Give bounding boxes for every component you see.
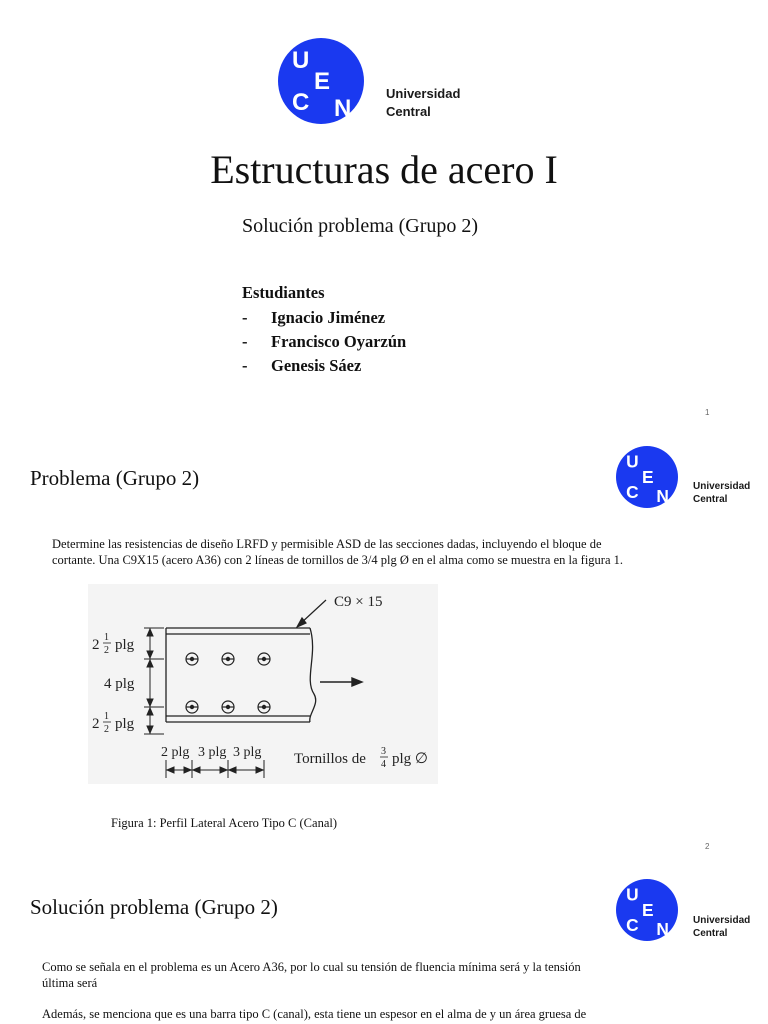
figure-caption: Figura 1: Perfil Lateral Acero Tipo C (Canal) [111,816,338,830]
logo-letter-n: N [334,95,352,122]
bolt-icon [222,701,234,713]
logo-letter-c: C [626,914,639,935]
dim-top-frac-den: 2 [104,645,109,656]
dim-bot-frac-num: 1 [104,711,109,722]
solution-paragraph-1 [42,959,742,991]
solution-line: Como se señala en el problema es un Acero A36, por lo cual su tensión de fluencia mínima será y la tensión [42,960,581,974]
bullet: - [242,308,248,327]
dim-top-frac-num: 1 [104,632,109,643]
logo-letter-u: U [626,451,639,472]
dim-bot-frac-den: 2 [104,724,109,735]
bolt-icon [186,701,198,713]
bolts-label-prefix: Tornillos de [294,751,366,767]
logo-text-line1: Universidad [693,481,751,492]
student-item [242,330,406,354]
bolt-group [186,653,270,713]
logo-letter-n: N [656,919,669,940]
logo-text-line1: Universidad [386,86,461,101]
logo-letter-e: E [641,466,654,487]
section-label: C9 × 15 [334,594,383,610]
channel-diagram [88,584,438,784]
vertical-dimension [144,628,164,734]
bullet: - [242,356,248,375]
page-number: 1 [705,408,710,417]
slide-1-subtitle: Solución problema (Grupo 2) [242,215,479,237]
figure-1 [88,584,438,784]
university-logo [278,38,478,124]
student-name: Genesis Sáez [271,356,362,375]
dim-top-whole: 2 [92,637,100,653]
solution-line: última será [42,976,98,990]
university-logo-small [616,446,766,510]
horizontal-dimension [166,760,264,778]
page-number: 2 [705,842,710,851]
dim-bot-whole: 2 [92,716,100,732]
ucen-logo-icon [616,879,678,941]
student-list [242,306,406,378]
logo-letter-c: C [626,481,639,502]
problem-statement [52,536,732,568]
logo-letter-e: E [314,68,331,95]
load-arrow-icon [320,678,362,686]
student-item [242,354,406,378]
logo-text-line2: Central [386,104,431,119]
university-logo-small [616,879,766,943]
problem-line-2: cortante. Una C9X15 (acero A36) con 2 líneas de tornillos de 3/4 plg Ø en el alma como se muestra en la figura 1. [52,553,624,567]
logo-text-line2: Central [693,928,728,939]
slide-2-title: Problema (Grupo 2) [30,466,200,490]
ucen-logo-icon [278,38,364,124]
dim-top-unit: plg [115,637,135,653]
section-label-leader [297,600,326,627]
student-name: Francisco Oyarzún [271,332,407,351]
spacing-label: 2 plg [161,745,190,760]
bullet: - [242,332,248,351]
logo-text-line1: Universidad [693,915,751,926]
bolts-frac-den: 4 [381,759,386,770]
student-name: Ignacio Jiménez [271,308,386,327]
logo-letter-n: N [656,486,669,507]
solution-line: Además, se menciona que es una barra tipo C (canal), esta tiene un espesor en el alma de y un área gruesa de [42,1007,587,1021]
dim-mid: 4 plg [104,676,135,692]
dim-bot-unit: plg [115,716,135,732]
students-heading: Estudiantes [242,283,325,302]
logo-text-line2: Central [693,494,728,505]
solution-paragraph-2 [42,1006,742,1022]
problem-line-1: Determine las resistencias de diseño LRFD y permisible ASD de las secciones dadas, incluyendo el bloque de [52,537,602,551]
logo-letter-u: U [292,47,310,74]
bolt-icon [258,653,270,665]
bolt-icon [222,653,234,665]
bolt-icon [258,701,270,713]
bolts-label-suffix: plg ∅ [392,751,428,767]
logo-letter-e: E [641,899,654,920]
ucen-logo-icon [616,446,678,508]
channel-plate [166,628,316,722]
spacing-label: 3 plg [233,745,262,760]
student-item [242,306,406,330]
bolts-frac-num: 3 [381,746,386,757]
logo-letter-u: U [626,884,639,905]
spacing-label: 3 plg [198,745,227,760]
bolt-icon [186,653,198,665]
slide-3-title: Solución problema (Grupo 2) [30,895,278,919]
slide-1-title: Estructuras de acero I [210,147,558,192]
logo-letter-c: C [292,89,310,116]
